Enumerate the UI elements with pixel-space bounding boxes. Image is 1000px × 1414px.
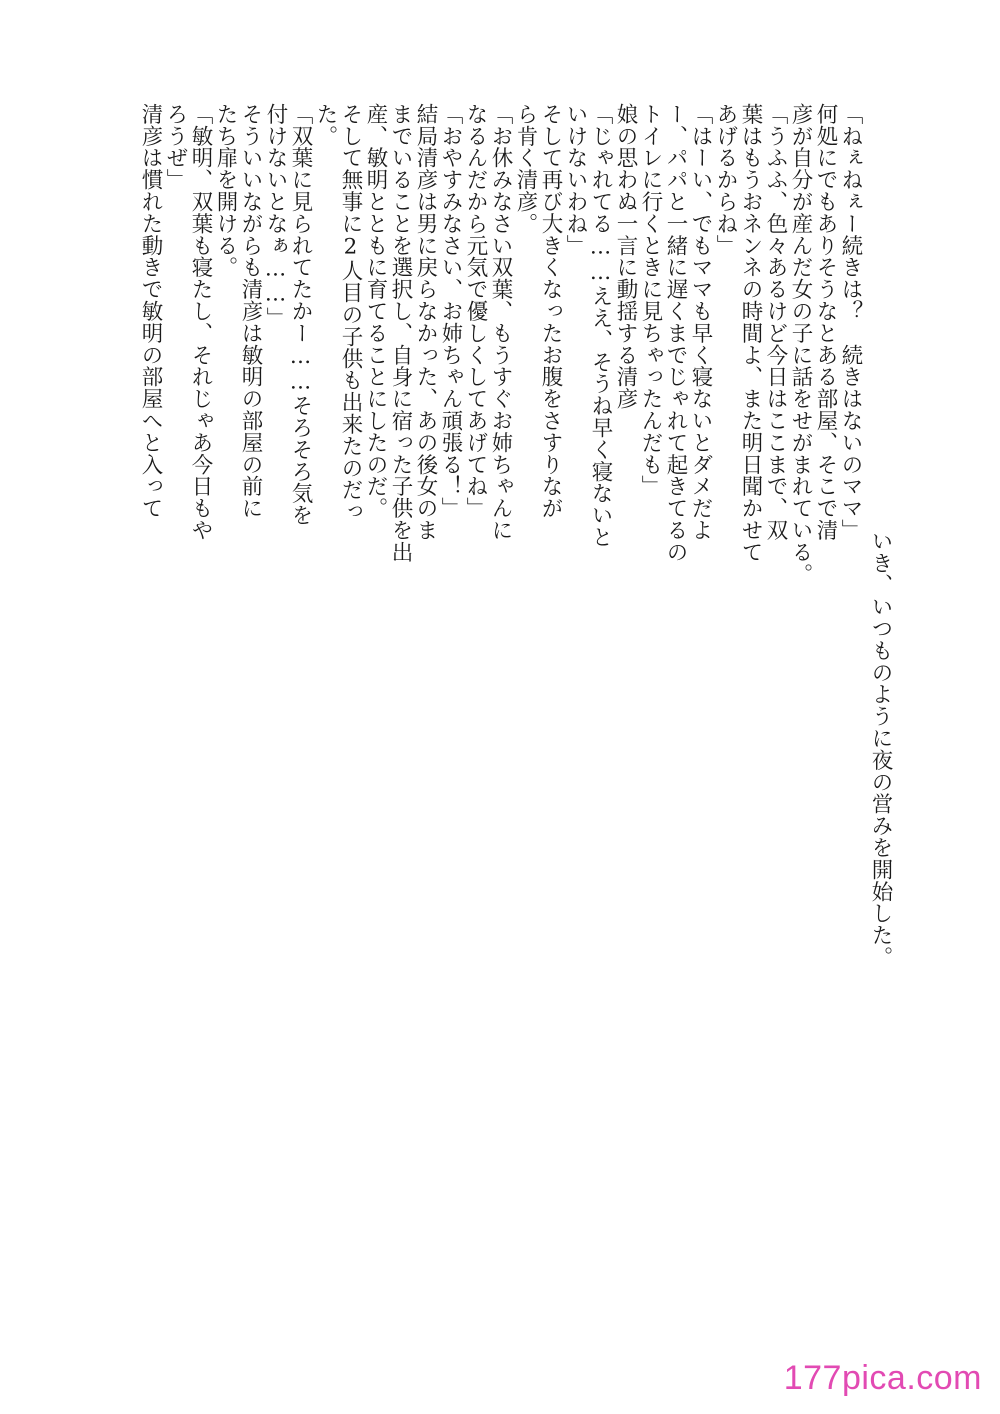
text-column-13: そして再び大きくなったお腹をさすりなが xyxy=(538,103,563,520)
text-column-15: 「お休みなさい双葉、もうすぐお姉ちゃんに xyxy=(488,103,513,541)
text-column-25: そういいながらも清彦は敏明の部屋の前に xyxy=(238,103,263,520)
site-watermark: 177pica.com xyxy=(783,1359,982,1397)
text-column-28: ろうぜ」 xyxy=(163,103,188,191)
text-column-17: 「おやすみなさい、お姉ちゃん頑張る！」 xyxy=(438,103,463,520)
text-column-7: 「はーい、でもママも早く寝ないとダメだよ xyxy=(688,103,713,541)
text-column-20: 産、敏明とともに育てることにしたのだ。 xyxy=(363,103,388,520)
text-column-12: いけないわね」 xyxy=(563,103,588,257)
text-column-23: 「双葉に見られてたかー……そろそろ気を xyxy=(288,103,313,527)
text-column-19: までいることを選択し、自身に宿った子供を出 xyxy=(388,103,413,563)
text-column-29: 清彦は慣れた動きで敏明の部屋へと入って xyxy=(138,103,163,520)
text-column-lower-1: いき、いつものように夜の営みを開始した。 xyxy=(868,530,893,968)
text-column-3: 彦が自分が産んだ女の子に話をせがまれている。 xyxy=(788,103,813,585)
text-column-5: 葉はもうおネンネの時間よ、また明日聞かせて xyxy=(738,103,763,563)
text-column-24: 付けないとなぁ……」 xyxy=(263,103,288,329)
text-column-2: 何処にでもありそうなとある部屋、そこで清 xyxy=(813,103,838,541)
text-column-4: 「うふふ、色々あるけど今日はここまで、双 xyxy=(763,103,788,541)
text-column-27: 「敏明、双葉も寝たし、それじゃあ今日もや xyxy=(188,103,213,541)
text-column-10: 娘の思わぬ一言に動揺する清彦 xyxy=(613,103,638,410)
text-column-18: 結局清彦は男に戻らなかった、あの後女のま xyxy=(413,103,438,541)
text-column-26: たち扉を開ける。 xyxy=(213,103,238,279)
text-column-14: ら肯く清彦。 xyxy=(513,103,538,235)
text-column-21: そして無事に2人目の子供も出来たのだっ xyxy=(338,103,363,523)
text-column-6: あげるからね」 xyxy=(713,103,738,257)
text-column-1: 「ねぇねぇー続きは？ 続きはないのママ」 xyxy=(838,103,863,541)
text-column-22: た。 xyxy=(313,103,338,147)
text-column-11: 「じゃれてる……ええ、そうね早く寝ないと xyxy=(588,103,613,548)
text-column-16: なるんだから元気で優しくしてあげてね」 xyxy=(463,103,488,520)
text-column-8: ー、パパと一緒に遅くまでじゃれて起きてるの xyxy=(663,103,688,563)
text-column-9: トイレに行くときに見ちゃったんだも」 xyxy=(638,103,663,498)
